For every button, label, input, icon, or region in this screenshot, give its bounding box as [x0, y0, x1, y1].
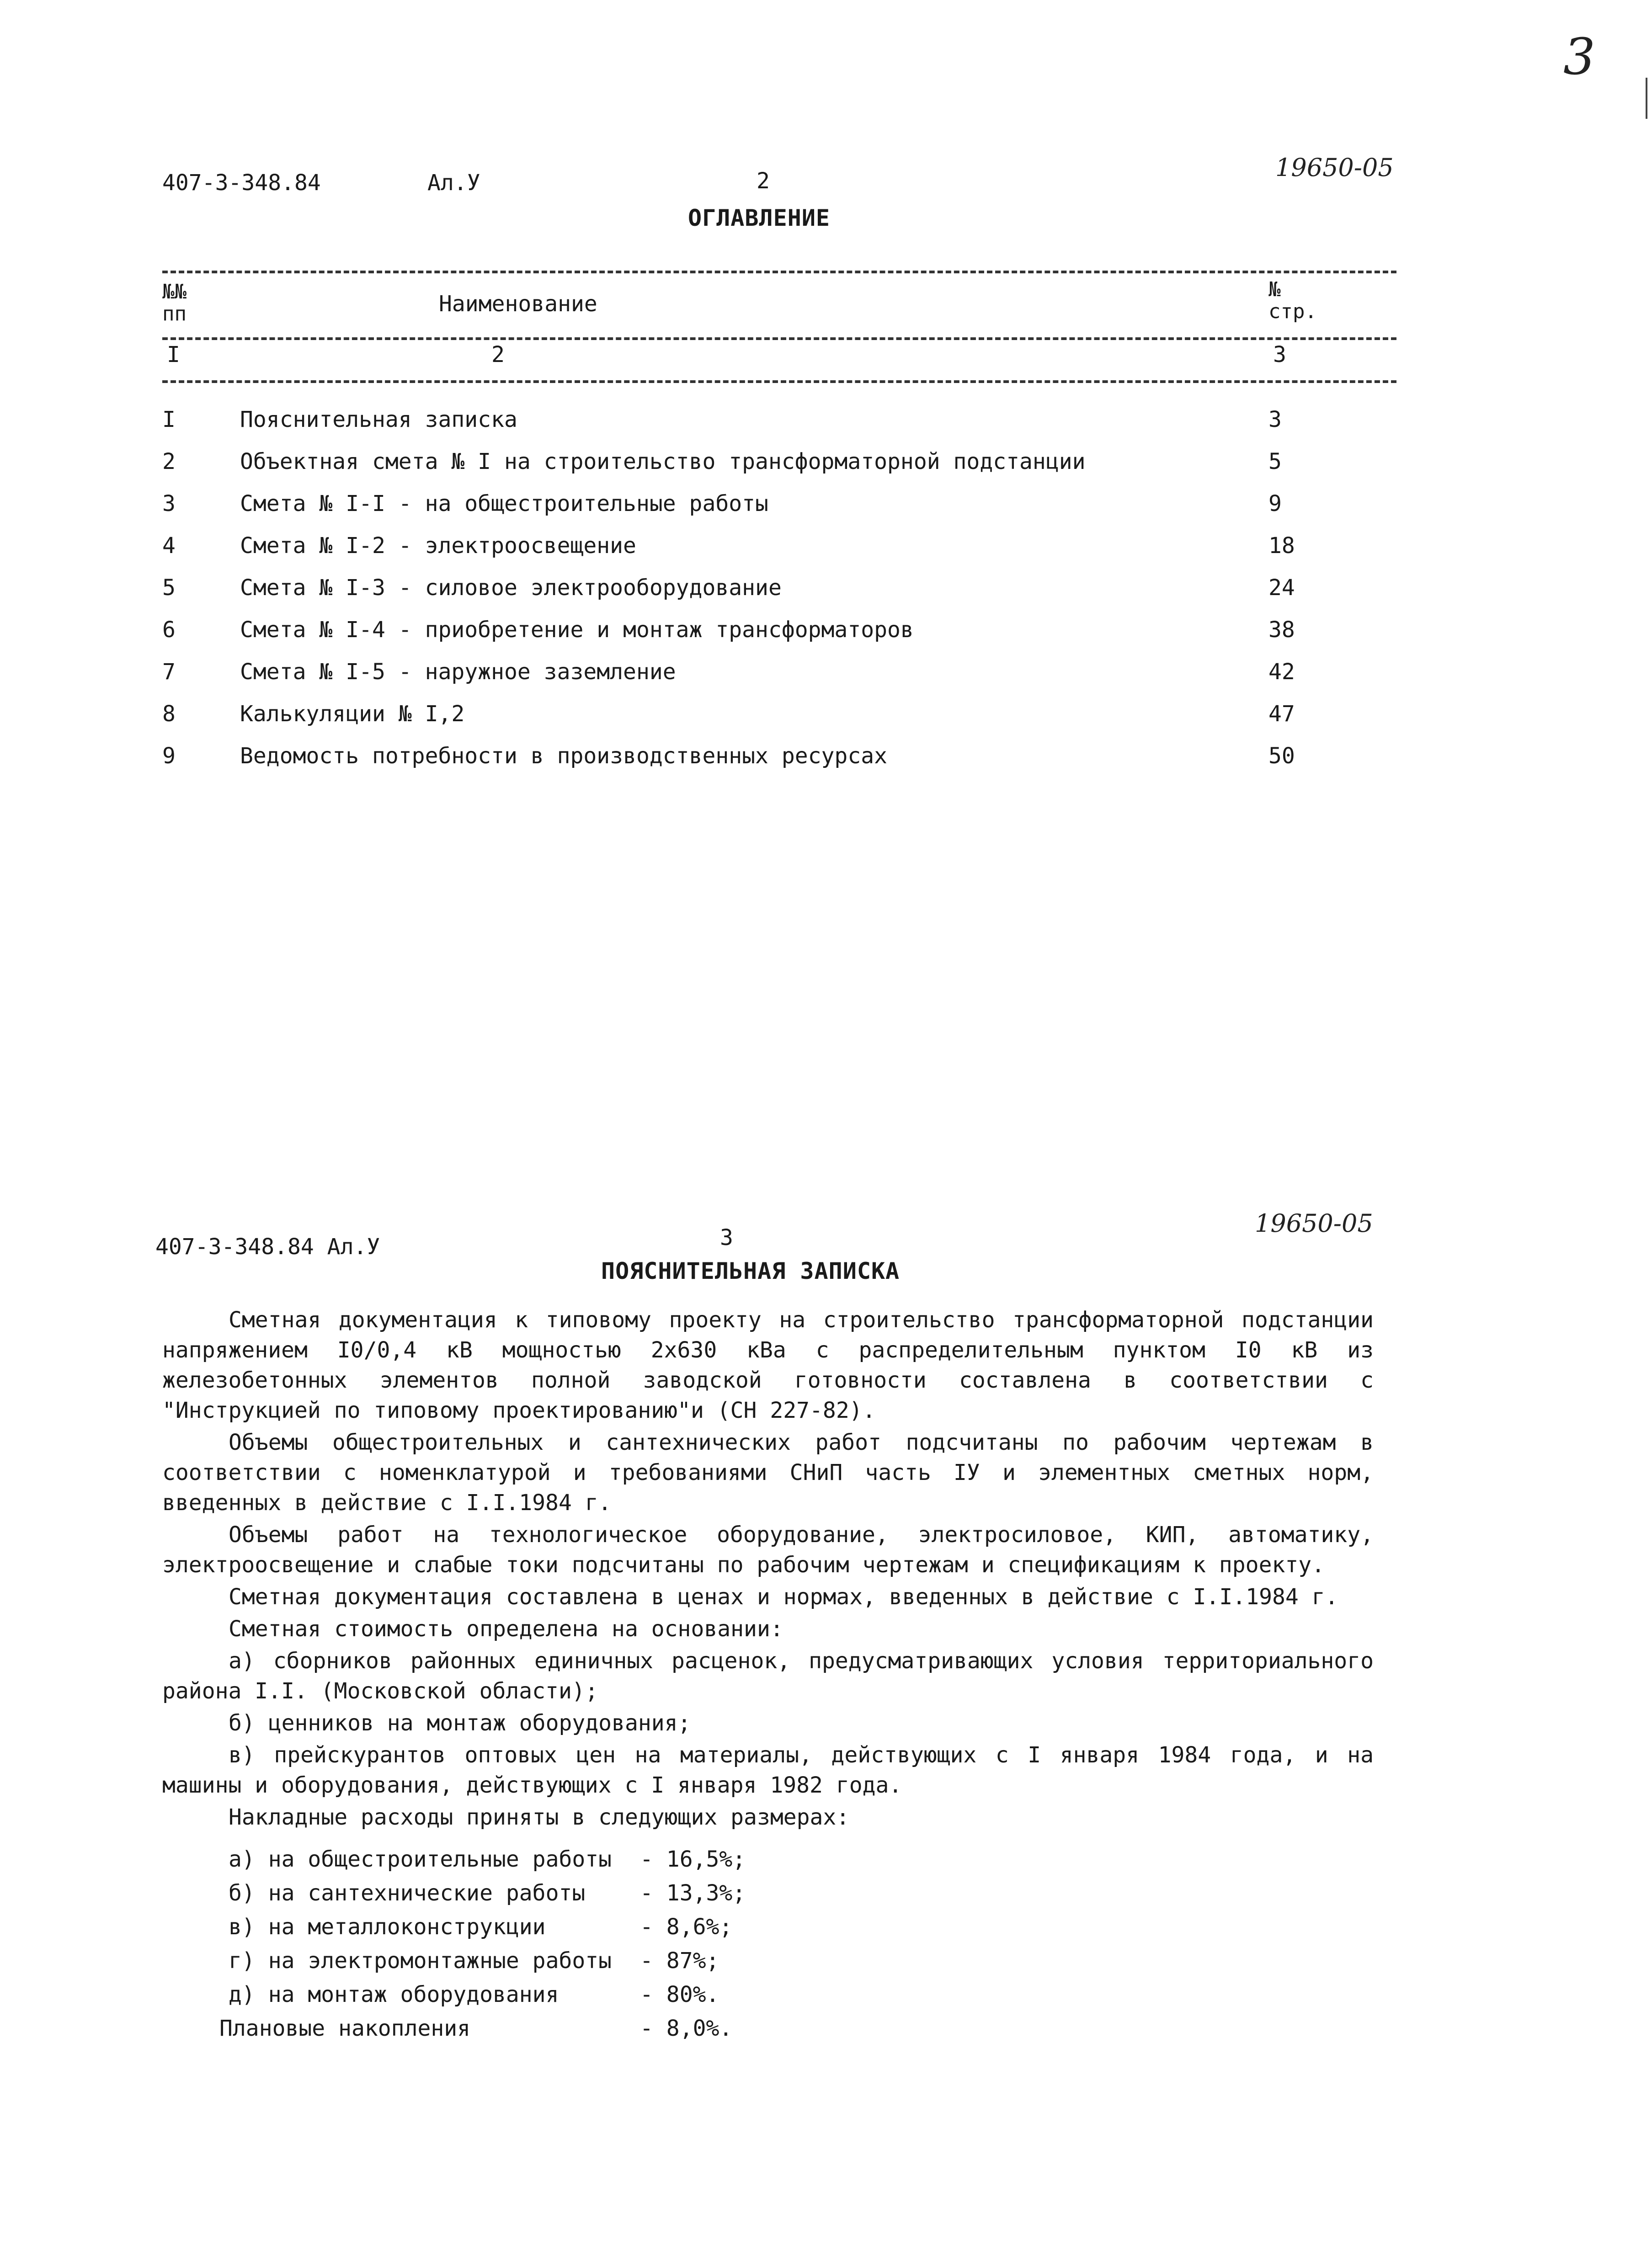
- paragraph: Накладные расходы приняты в следующих размерах:: [229, 1804, 850, 1830]
- explanatory-note-body: [162, 1305, 1374, 1834]
- top-stamp: 19650-05: [1275, 153, 1394, 182]
- overhead-rates-list: [219, 1847, 823, 2049]
- overhead-rate-value: - 80%.: [640, 1982, 719, 2007]
- toc-row: [162, 407, 1332, 443]
- section-title: ПОЯСНИТЕЛЬНАЯ ЗАПИСКА: [601, 1258, 900, 1284]
- toc-row-page: 3: [1268, 407, 1282, 432]
- planned-savings-label: Плановые накопления: [219, 2016, 471, 2041]
- toc-col-page-header: № стр.: [1268, 278, 1317, 323]
- toc-row-title: Смета № I-4 - приобретение и монтаж трансформаторов: [240, 617, 914, 643]
- paragraph: в) прейскурантов оптовых цен на материалы, действующих с I января 1984 года, и на машины и оборудования, действующих с I января 1982 года.: [162, 1742, 1374, 1798]
- overhead-rate-label: в) на металлоконструкции: [229, 1914, 546, 1940]
- overhead-rate-row: [229, 1880, 823, 1914]
- toc-row-number: 2: [162, 449, 176, 474]
- overhead-rate-label: а) на общестроительные работы: [229, 1847, 612, 1872]
- toc-row: [162, 617, 1332, 654]
- toc-row: [162, 491, 1332, 527]
- toc-row: [162, 701, 1332, 738]
- toc-col-name-header: Наименование: [439, 291, 597, 317]
- paragraph: Сметная стоимость определена на основании:: [229, 1616, 783, 1642]
- toc-row-page: 38: [1268, 617, 1295, 643]
- toc-title: ОГЛАВЛЕНИЕ: [688, 205, 831, 231]
- planned-savings-value: - 8,0%.: [640, 2016, 733, 2041]
- toc-index-3: 3: [1273, 342, 1286, 367]
- toc-row-number: 7: [162, 659, 176, 685]
- toc-row: [162, 575, 1332, 612]
- toc-row-number: 8: [162, 701, 176, 727]
- toc-row-title: Смета № I-2 - электроосвещение: [240, 533, 636, 559]
- corner-page-number: 3: [1563, 27, 1595, 86]
- overhead-rate-value: - 13,3%;: [640, 1880, 746, 1906]
- toc-row-title: Смета № I-5 - наружное заземление: [240, 659, 676, 685]
- overhead-rate-value: - 87%;: [640, 1948, 719, 1974]
- overhead-rate-row: [229, 1847, 823, 1880]
- toc-row-page: 24: [1268, 575, 1295, 601]
- overhead-rate-row: [229, 1982, 823, 2016]
- bottom-page-number: 3: [720, 1225, 733, 1251]
- paragraph: Сметная документация составлена в ценах и нормах, введенных в действие с I.I.1984 г.: [229, 1584, 1338, 1610]
- overhead-rate-label: д) на монтаж оборудования: [229, 1982, 559, 2007]
- toc-index-1: I: [167, 342, 180, 367]
- toc-row-page: 42: [1268, 659, 1295, 685]
- top-album: Ал.У: [427, 170, 480, 196]
- paragraph: а) сборников районных единичных расценок, предусматривающих условия территориального района I.I. (Московской области);: [162, 1648, 1374, 1704]
- toc-row-title: Смета № I-3 - силовое электрооборудование: [240, 575, 782, 601]
- top-doc-number: 407-3-348.84: [162, 170, 321, 196]
- toc-row-title: Калькуляции № I,2: [240, 701, 465, 727]
- overhead-rate-label: б) на сантехнические работы: [229, 1880, 586, 1906]
- toc-row-page: 9: [1268, 491, 1282, 516]
- toc-row-number: 4: [162, 533, 176, 559]
- divider: [162, 380, 1396, 383]
- toc-index-2: 2: [491, 342, 505, 367]
- toc-row-page: 5: [1268, 449, 1282, 474]
- overhead-rate-row: [219, 2016, 823, 2049]
- overhead-rate-value: - 8,6%;: [640, 1914, 733, 1940]
- divider: [162, 271, 1396, 273]
- paragraph: Объемы общестроительных и сантехнических работ подсчитаны по рабочим чертежам в соответствии с номенклатурой и требованиями СНиП часть IУ и элементных сметных норм, введенных в действие с I.I.1984 г.: [162, 1430, 1374, 1516]
- toc-row-title: Ведомость потребности в производственных ресурсах: [240, 743, 888, 769]
- toc-row: [162, 659, 1332, 696]
- bottom-doc-number: 407-3-348.84 Ал.У: [155, 1234, 380, 1260]
- toc-row-page: 47: [1268, 701, 1295, 727]
- overhead-rate-row: [229, 1914, 823, 1948]
- toc-row: [162, 743, 1332, 780]
- paragraph: б) ценников на монтаж оборудования;: [229, 1710, 691, 1736]
- paragraph: Объемы работ на технологическое оборудование, электросиловое, КИП, автоматику, электроосвещение и слабые токи подсчитаны по рабочим чертежам и спецификациям к проекту.: [162, 1522, 1374, 1578]
- bottom-stamp: 19650-05: [1255, 1209, 1373, 1238]
- toc-col-num-header: №№ пп: [162, 280, 187, 325]
- toc-row-number: 9: [162, 743, 176, 769]
- toc-row-number: 6: [162, 617, 176, 643]
- toc-row-title: Объектная смета № I на строительство трансформаторной подстанции: [240, 449, 1086, 474]
- toc-row-title: Пояснительная записка: [240, 407, 517, 432]
- overhead-rate-row: [229, 1948, 823, 1982]
- toc-row-number: 3: [162, 491, 176, 516]
- toc-row-page: 50: [1268, 743, 1295, 769]
- divider: [162, 337, 1396, 340]
- toc-row-title: Смета № I-I - на общестроительные работы: [240, 491, 768, 516]
- toc-row: [162, 533, 1332, 569]
- toc-row-number: I: [162, 407, 176, 432]
- overhead-rate-label: г) на электромонтажные работы: [229, 1948, 612, 1974]
- toc-row-page: 18: [1268, 533, 1295, 559]
- toc-row-number: 5: [162, 575, 176, 601]
- scan-edge-mark: [1646, 78, 1647, 119]
- overhead-rate-value: - 16,5%;: [640, 1847, 746, 1872]
- paragraph: Сметная документация к типовому проекту на строительство трансформаторной подстанции напряжением I0/0,4 кВ мощностью 2х630 кВа с распределительным пунктом I0 кВ из железобетонных элементов полной заводской готовности составлена в соответствии с "Инструкцией по типовому проектированию"и (СН 227-82).: [162, 1307, 1374, 1423]
- top-page-number: 2: [757, 168, 770, 194]
- toc-row: [162, 449, 1332, 485]
